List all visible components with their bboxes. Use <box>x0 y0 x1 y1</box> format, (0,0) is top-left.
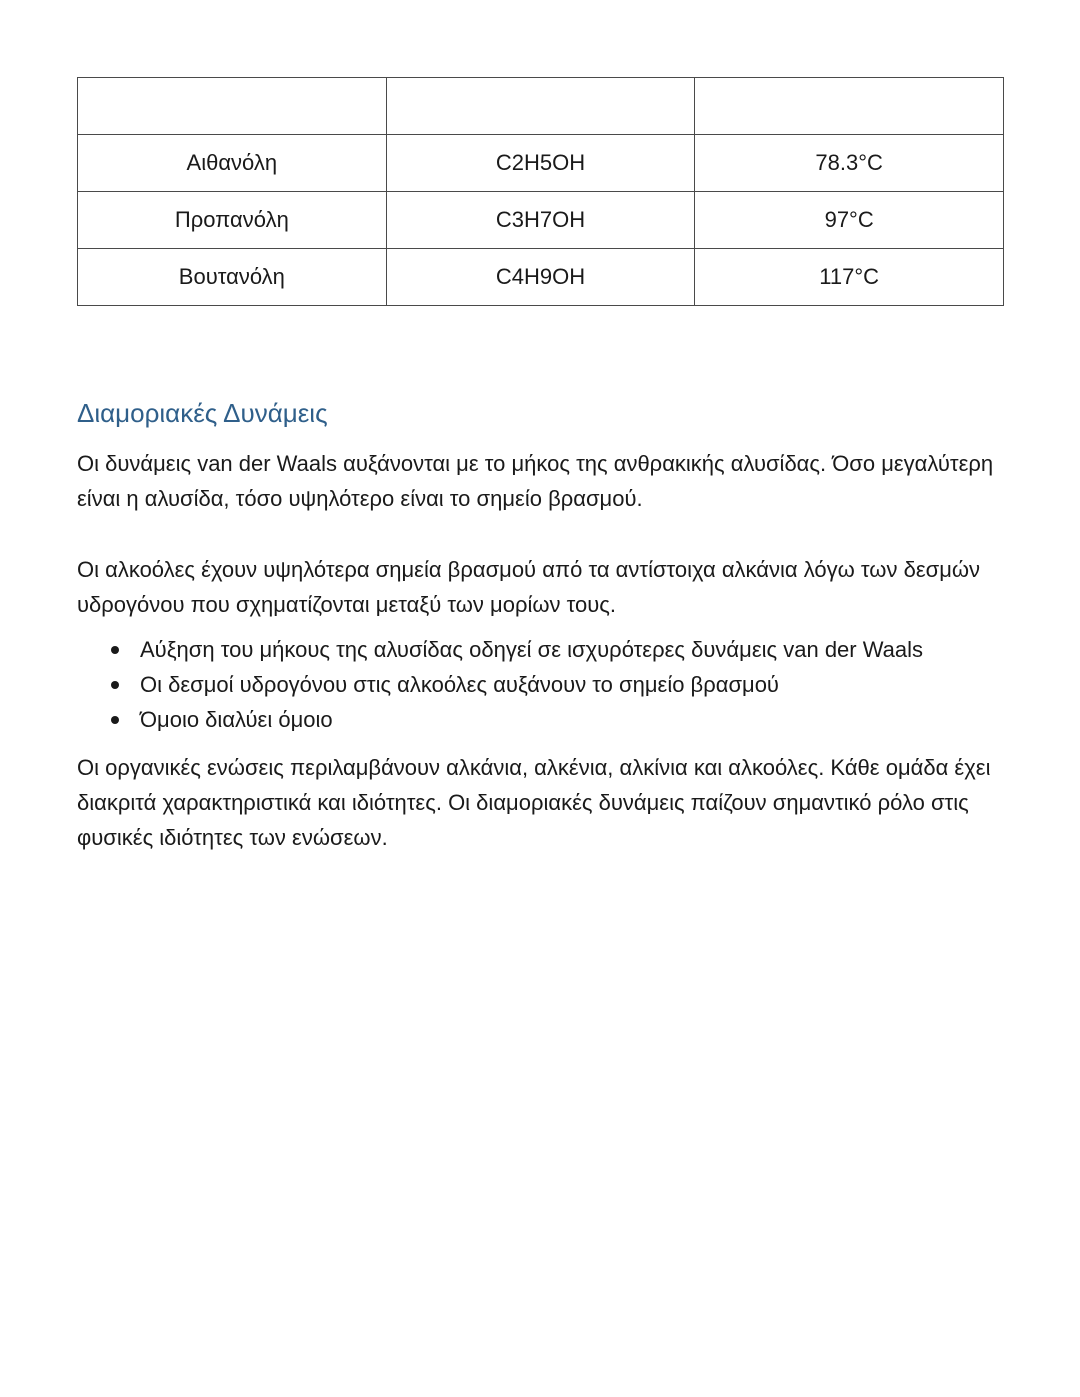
boiling-point-cell: 117°C <box>695 249 1004 306</box>
list-item <box>77 632 923 667</box>
table-row <box>78 249 1004 306</box>
boiling-point-table <box>77 77 1004 306</box>
table-header-cell <box>386 78 695 135</box>
table-header-cell <box>78 78 387 135</box>
formula-cell: C3H7OH <box>386 192 695 249</box>
table-row <box>78 135 1004 192</box>
list-item-text: Οι δεσμοί υδρογόνου στις αλκοόλες αυξάνουν το σημείο βρασμού <box>140 672 779 697</box>
paragraph-hydrogen-bonds: Οι αλκοόλες έχουν υψηλότερα σημεία βρασμού από τα αντίστοιχα αλκάνια λόγω των δεσμών υδρογόνου που σχηματίζονται μεταξύ των μορίων τους. <box>77 557 981 617</box>
compound-name-cell: Προπανόλη <box>78 192 387 249</box>
list-item-text: Αύξηση του μήκους της αλυσίδας οδηγεί σε ισχυρότερες δυνάμεις van der Waals <box>140 637 924 662</box>
bullet-icon <box>111 716 119 724</box>
table-row <box>78 192 1004 249</box>
bullet-list <box>77 632 923 737</box>
compound-name-cell: Βουτανόλη <box>78 249 387 306</box>
formula-cell: C4H9OH <box>386 249 695 306</box>
bullet-icon <box>111 646 119 654</box>
boiling-point-cell: 78.3°C <box>695 135 1004 192</box>
paragraph-van-der-waals: Οι δυνάμεις van der Waals αυξάνονται με το μήκος της ανθρακικής αλυσίδας. Όσο μεγαλύτερη είναι η αλυσίδα, τόσο υψηλότερο είναι το σημείο βρασμού. <box>77 451 994 511</box>
section-heading: Διαμοριακές Δυνάμεις <box>77 398 328 428</box>
list-item-text: Όμοιο διαλύει όμοιο <box>140 707 333 732</box>
bullet-icon <box>111 681 119 689</box>
table-header-cell <box>695 78 1004 135</box>
compound-name-cell: Αιθανόλη <box>78 135 387 192</box>
table-header-row <box>78 78 1004 135</box>
formula-cell: C2H5OH <box>386 135 695 192</box>
paragraph-organic-compounds: Οι οργανικές ενώσεις περιλαμβάνουν αλκάνια, αλκένια, αλκίνια και αλκοόλες. Κάθε ομάδα έχει διακριτά χαρακτηριστικά και ιδιότητες. Οι διαμοριακές δυνάμεις παίζουν σημαντικό ρόλο στις φυσικές ιδιότητες των ενώσεων. <box>77 755 991 850</box>
boiling-point-cell: 97°C <box>695 192 1004 249</box>
list-item <box>77 702 923 737</box>
list-item <box>77 667 923 702</box>
